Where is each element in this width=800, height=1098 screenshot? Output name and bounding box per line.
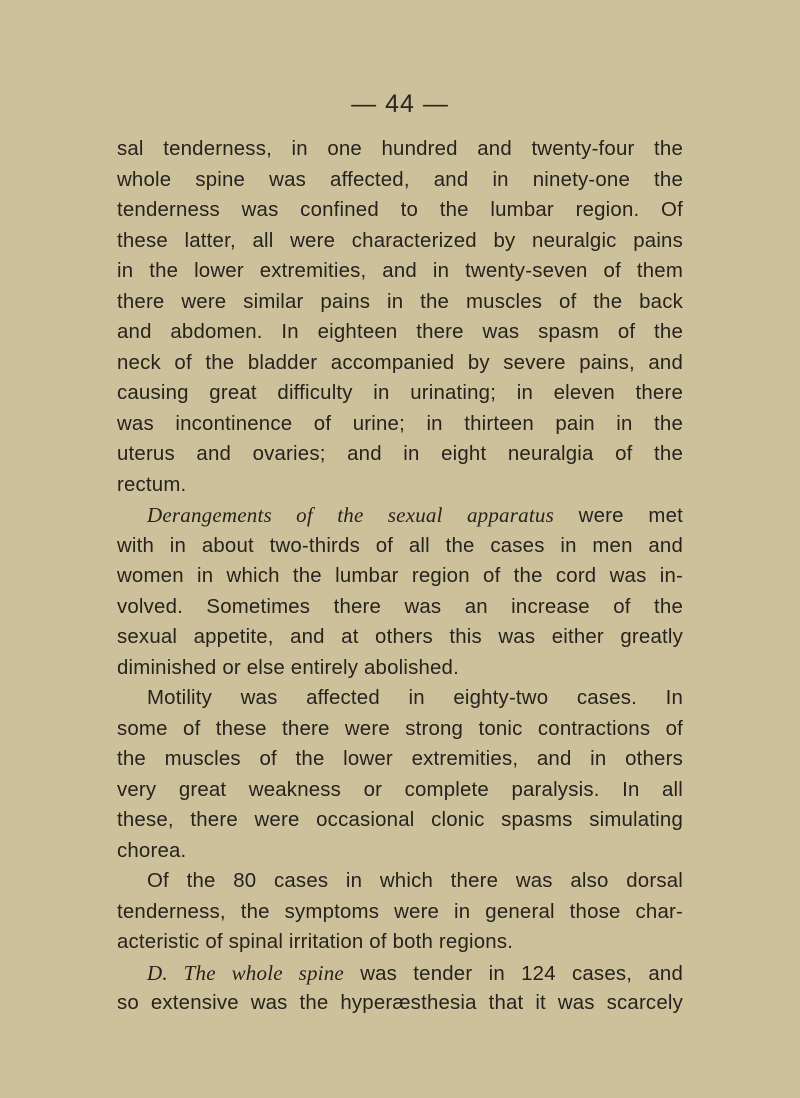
text-line: volved. Sometimes there was an increase of the — [117, 595, 683, 618]
text-line: tenderness was confined to the lumbar region. Of — [117, 199, 683, 221]
text-line: some of these there were strong tonic contractions of — [117, 717, 683, 740]
text-line: in the lower extremities, and in twenty-seven of them — [117, 260, 683, 282]
text-line: chorea. — [117, 839, 187, 862]
text-line: uterus and ovaries; and in eight neuralgia of the — [117, 443, 683, 465]
text-line: so extensive was the hyperæsthesia that it was scarcely — [117, 992, 683, 1014]
text-line: was incontinence of urine; in thirteen pain in the — [117, 412, 683, 435]
text-line: Derangements of the sexual apparatus were met — [147, 503, 683, 527]
text-line: there were similar pains in the muscles of the back — [117, 290, 683, 313]
text-line: causing great difficulty in urinating; in eleven there — [117, 382, 683, 404]
text-line: Motility was affected in eighty-two cases. In — [147, 687, 683, 709]
text-line: Of the 80 cases in which there was also dorsal — [147, 870, 683, 892]
text-line: D. The whole spine was tender in 124 cases, and — [147, 960, 683, 985]
italic-heading: Derangements of the sexual apparatus — [147, 503, 554, 527]
text-line: the muscles of the lower extremities, and in others — [117, 748, 683, 770]
text-line: sal tenderness, in one hundred and twenty-four the — [117, 138, 683, 160]
italic-heading: D. The whole spine — [147, 960, 344, 985]
text-line: these latter, all were characterized by neuralgic pains — [117, 229, 683, 252]
page-number: — 44 — — [351, 90, 449, 118]
text-line: with in about two-thirds of all the cases in men and — [117, 534, 683, 557]
text-line: whole spine was affected, and in ninety-one the — [117, 168, 683, 191]
text-line: diminished or else entirely abolished. — [117, 656, 459, 679]
text-line: sexual appetite, and at others this was either greatly — [117, 626, 683, 648]
text-line: very great weakness or complete paralysis. In all — [117, 778, 683, 801]
text-line: these, there were occasional clonic spasms simulating — [117, 809, 683, 831]
text-line: women in which the lumbar region of the cord was in- — [117, 565, 683, 587]
text-line: rectum. — [117, 473, 187, 496]
text-line: acteristic of spinal irritation of both regions. — [117, 931, 514, 953]
text-line: neck of the bladder accompanied by severe pains, and — [117, 351, 683, 374]
body-text — [117, 134, 683, 1019]
text-line: tenderness, the symptoms were in general those char- — [117, 900, 683, 923]
text-line: and abdomen. In eighteen there was spasm of the — [117, 321, 683, 343]
